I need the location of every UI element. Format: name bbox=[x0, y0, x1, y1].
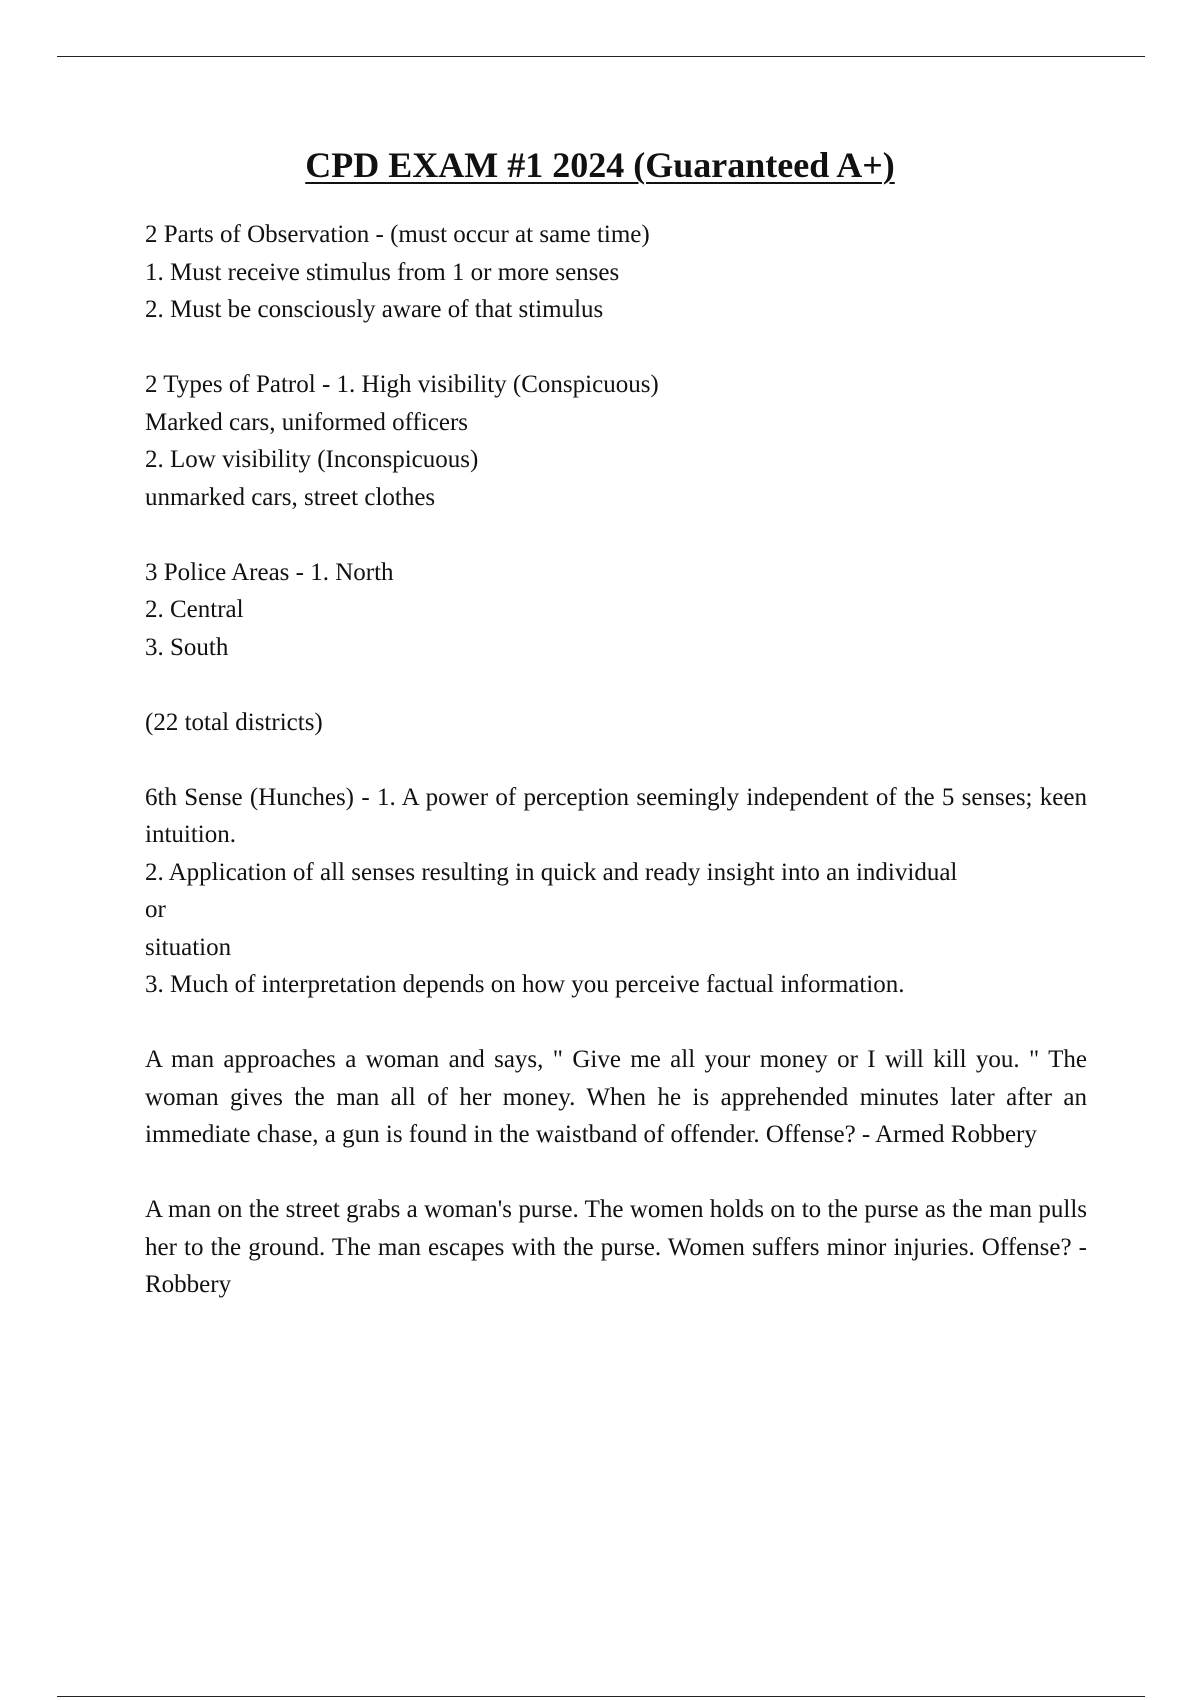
text-line: 2. Central bbox=[145, 596, 244, 623]
text-paragraph: A man on the street grabs a woman's purse. The women holds on to the purse as the man pulls her to the ground. The man escapes with the purse. Women suffers minor injuries. Offense? - Robbery bbox=[145, 1196, 1087, 1298]
bottom-divider bbox=[57, 1696, 1145, 1697]
text-line: 1. Must receive stimulus from 1 or more senses bbox=[145, 258, 620, 286]
police-areas-block bbox=[145, 554, 1087, 667]
text-line: 2. Must be consciously aware of that stimulus bbox=[145, 296, 604, 323]
text-line: or bbox=[145, 896, 166, 923]
observation-block bbox=[145, 216, 1087, 329]
document-body bbox=[145, 216, 1087, 1341]
text-line: 2 Types of Patrol - 1. High visibility (Conspicuous) bbox=[145, 371, 659, 398]
text-line: 3 Police Areas - 1. North bbox=[145, 558, 394, 586]
text-line: unmarked cars, street clothes bbox=[145, 483, 436, 511]
page-title bbox=[0, 143, 1200, 187]
text-line: (22 total districts) bbox=[145, 708, 323, 736]
text-line: 2. Application of all senses resulting in quick and ready insight into an individual bbox=[145, 858, 958, 886]
robbery-question-block bbox=[145, 1191, 1087, 1304]
armed-robbery-question-block bbox=[145, 1041, 1087, 1154]
sixth-sense-block bbox=[145, 779, 1087, 1004]
patrol-types-block bbox=[145, 366, 1087, 516]
text-paragraph: A man approaches a woman and says, " Give me all your money or I will kill you. " The woman gives the man all of her money. When he is apprehended minutes later after an immediate chase, a gun is found in the waistband of offender. Offense? - Armed Robbery bbox=[145, 1046, 1087, 1148]
text-line: 2 Parts of Observation - (must occur at same time) bbox=[145, 221, 650, 248]
text-line: 2. Low visibility (Inconspicuous) bbox=[145, 446, 479, 473]
text-line: 3. Much of interpretation depends on how you perceive factual information. bbox=[145, 971, 905, 998]
top-divider bbox=[57, 56, 1145, 57]
page-title-text: CPD EXAM #1 2024 (Guaranteed A+) bbox=[305, 145, 895, 185]
text-line: situation bbox=[145, 933, 232, 961]
text-line: Marked cars, uniformed officers bbox=[145, 408, 469, 436]
text-line: 3. South bbox=[145, 633, 229, 661]
text-paragraph: 6th Sense (Hunches) - 1. A power of perception seemingly independent of the 5 senses; keen intuition. bbox=[145, 783, 1087, 848]
districts-note-block bbox=[145, 704, 1087, 742]
